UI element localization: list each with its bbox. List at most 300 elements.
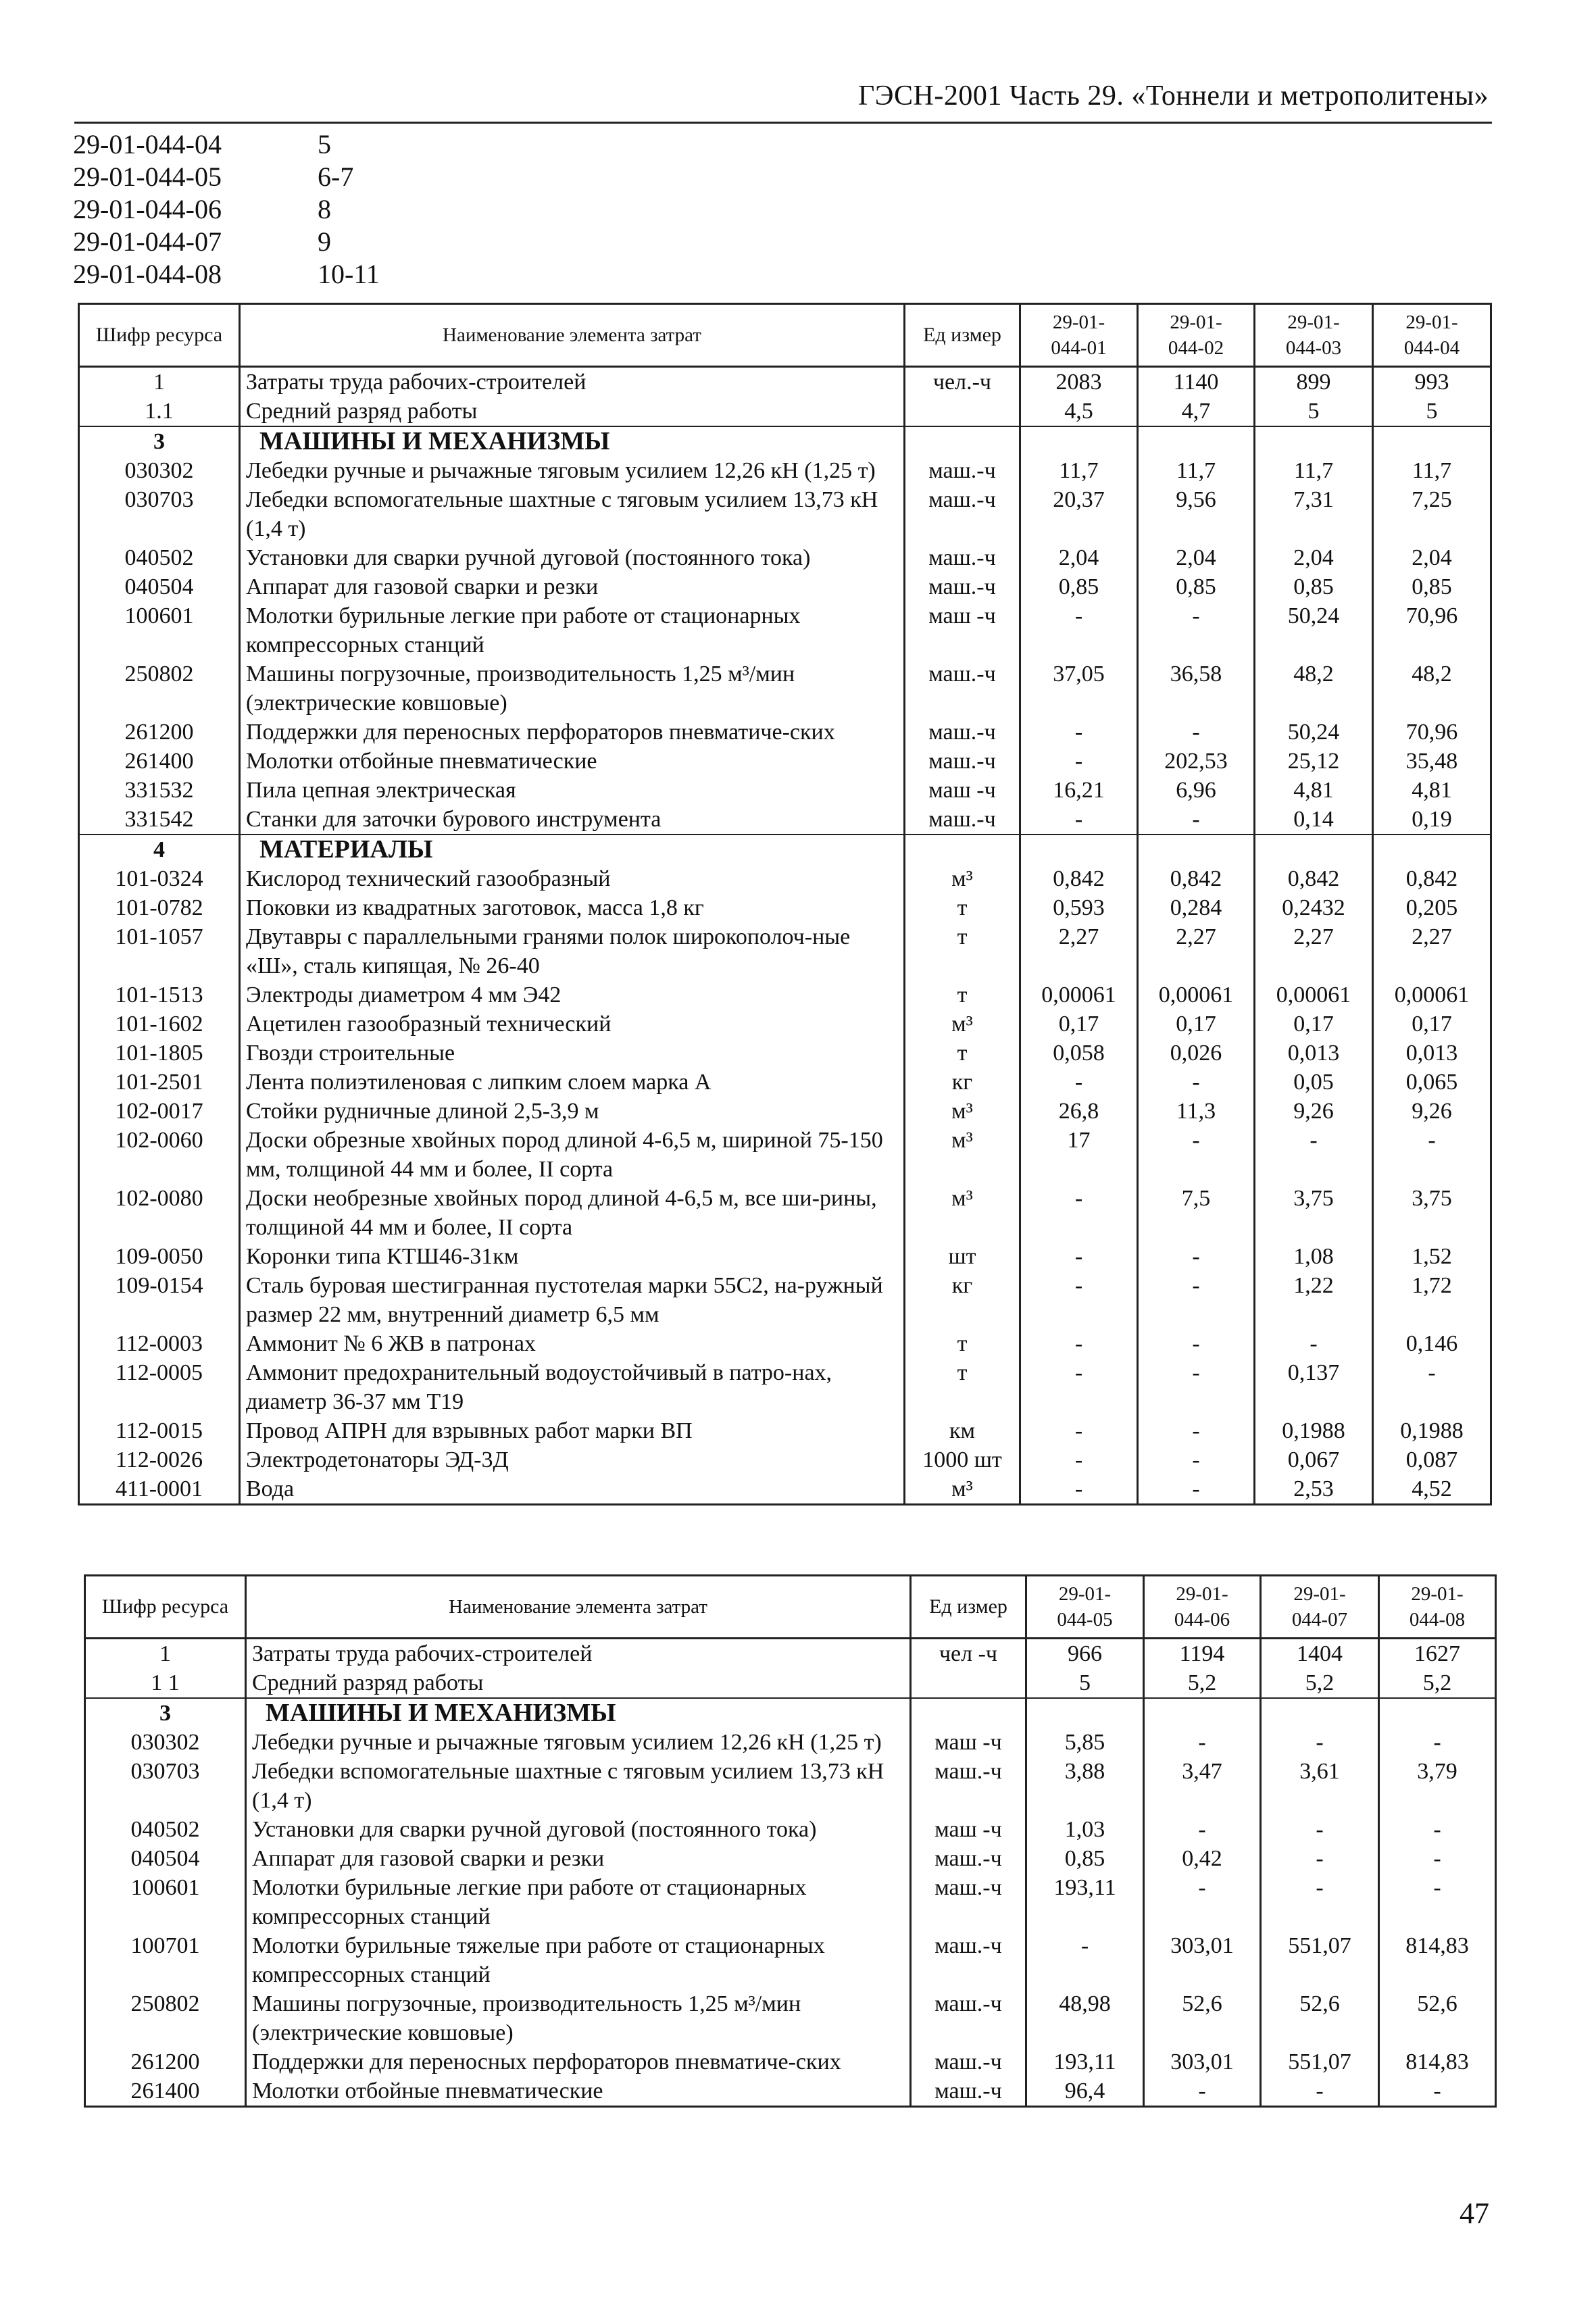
value-cell: - bbox=[1255, 1329, 1373, 1358]
value-cell: 0,137 bbox=[1255, 1358, 1373, 1416]
table-row bbox=[79, 864, 1491, 893]
resource-code: 112-0003 bbox=[79, 1329, 240, 1358]
value-cell: 0,842 bbox=[1255, 864, 1373, 893]
value-cell: 2,27 bbox=[1020, 922, 1138, 980]
value-cell: - bbox=[1379, 1728, 1496, 1757]
table-row bbox=[79, 805, 1491, 835]
cost-element-name: Молотки отбойные пневматические bbox=[246, 2076, 911, 2107]
value-cell: 0,17 bbox=[1373, 1010, 1491, 1039]
table-row bbox=[79, 367, 1491, 397]
value-cell: - bbox=[1138, 1416, 1255, 1445]
resource-code: 030703 bbox=[85, 1757, 246, 1815]
empty-cell bbox=[911, 1698, 1026, 1728]
value-cell: 11,7 bbox=[1138, 456, 1255, 485]
resource-code: 101-1805 bbox=[79, 1039, 240, 1068]
resource-code: 261400 bbox=[79, 747, 240, 776]
value-cell: 2,04 bbox=[1373, 543, 1491, 572]
cost-element-name: Вода bbox=[240, 1474, 905, 1505]
value-cell: 3,47 bbox=[1144, 1757, 1261, 1815]
value-cell: - bbox=[1138, 718, 1255, 747]
value-cell: - bbox=[1138, 1329, 1255, 1358]
empty-cell bbox=[1020, 835, 1138, 864]
value-cell: 1140 bbox=[1138, 367, 1255, 397]
resource-code: 4 bbox=[79, 835, 240, 864]
table-row bbox=[79, 776, 1491, 805]
resource-code: 102-0080 bbox=[79, 1184, 240, 1242]
value-cell: 5 bbox=[1373, 397, 1491, 426]
value-cell: 3,88 bbox=[1026, 1757, 1144, 1815]
unit-cell: м³ bbox=[905, 1010, 1020, 1039]
value-cell: - bbox=[1020, 1068, 1138, 1097]
table-row bbox=[79, 1184, 1491, 1242]
value-cell: 1,03 bbox=[1026, 1815, 1144, 1844]
resource-code: 040502 bbox=[85, 1815, 246, 1844]
table-row bbox=[85, 1757, 1496, 1815]
table-row bbox=[79, 1358, 1491, 1416]
table-row bbox=[79, 543, 1491, 572]
value-cell: - bbox=[1261, 1844, 1379, 1873]
cost-element-name: Аммонит предохранительный водоустойчивый в патро-нах, диаметр 36-37 мм Т19 bbox=[240, 1358, 905, 1416]
unit-cell: маш.-ч bbox=[905, 805, 1020, 835]
cost-element-name: Коронки типа КТШ46-31км bbox=[240, 1242, 905, 1271]
value-cell: - bbox=[1020, 1329, 1138, 1358]
value-cell: 1194 bbox=[1144, 1639, 1261, 1669]
resource-code: 102-0017 bbox=[79, 1097, 240, 1126]
unit-cell: чел.-ч bbox=[905, 367, 1020, 397]
cost-element-name: Ацетилен газообразный технический bbox=[240, 1010, 905, 1039]
value-cell: 3,79 bbox=[1379, 1757, 1496, 1815]
table-row bbox=[85, 1815, 1496, 1844]
value-cell: - bbox=[1020, 1445, 1138, 1474]
code-map-row bbox=[73, 161, 380, 193]
value-cell: 966 bbox=[1026, 1639, 1144, 1669]
table-row bbox=[85, 1873, 1496, 1931]
value-cell: 3,61 bbox=[1261, 1757, 1379, 1815]
unit-cell: т bbox=[905, 893, 1020, 922]
value-cell: 0,146 bbox=[1373, 1329, 1491, 1358]
resource-code: 100601 bbox=[85, 1873, 246, 1931]
empty-cell bbox=[1020, 426, 1138, 456]
value-cell: - bbox=[1379, 2076, 1496, 2107]
value-cell: 9,26 bbox=[1373, 1097, 1491, 1126]
value-cell: 899 bbox=[1255, 367, 1373, 397]
table-row bbox=[79, 601, 1491, 659]
code-map-code: 29-01-044-07 bbox=[73, 226, 222, 257]
code-map-code: 29-01-044-06 bbox=[73, 194, 222, 224]
table-row bbox=[79, 1242, 1491, 1271]
value-cell: 0,85 bbox=[1255, 572, 1373, 601]
resource-code: 1 bbox=[79, 367, 240, 397]
code-map-value: 6-7 bbox=[318, 161, 354, 192]
value-cell: 0,2432 bbox=[1255, 893, 1373, 922]
value-cell: 36,58 bbox=[1138, 659, 1255, 718]
resource-code: 100701 bbox=[85, 1931, 246, 1989]
value-cell: 1,22 bbox=[1255, 1271, 1373, 1329]
value-cell: 70,96 bbox=[1373, 601, 1491, 659]
value-cell: - bbox=[1138, 601, 1255, 659]
value-cell: 0,00061 bbox=[1138, 980, 1255, 1010]
resource-code: 331542 bbox=[79, 805, 240, 835]
header-rule bbox=[74, 122, 1492, 124]
table-row bbox=[85, 1668, 1496, 1698]
unit-cell bbox=[911, 1668, 1026, 1698]
value-cell: - bbox=[1020, 1416, 1138, 1445]
table-row bbox=[85, 2076, 1496, 2107]
table-row bbox=[85, 1931, 1496, 1989]
value-cell: 0,85 bbox=[1138, 572, 1255, 601]
value-cell: 0,013 bbox=[1255, 1039, 1373, 1068]
value-cell: 4,7 bbox=[1138, 397, 1255, 426]
value-cell: 0,842 bbox=[1373, 864, 1491, 893]
cost-element-name: Аппарат для газовой сварки и резки bbox=[246, 1844, 911, 1873]
value-cell: - bbox=[1020, 1242, 1138, 1271]
header-name: Наименование элемента затрат bbox=[240, 304, 905, 367]
value-cell: 0,19 bbox=[1373, 805, 1491, 835]
value-cell: 0,013 bbox=[1373, 1039, 1491, 1068]
table-row bbox=[79, 1010, 1491, 1039]
value-cell: 0,42 bbox=[1144, 1844, 1261, 1873]
cost-element-name: МАШИНЫ И МЕХАНИЗМЫ bbox=[246, 1698, 911, 1728]
resource-code: 250802 bbox=[85, 1989, 246, 2047]
value-cell: - bbox=[1261, 2076, 1379, 2107]
value-cell: 11,7 bbox=[1020, 456, 1138, 485]
unit-cell: м³ bbox=[905, 864, 1020, 893]
value-cell: 50,24 bbox=[1255, 601, 1373, 659]
unit-cell: маш.-ч bbox=[911, 1844, 1026, 1873]
value-cell: - bbox=[1020, 718, 1138, 747]
value-cell: 4,81 bbox=[1373, 776, 1491, 805]
table-body bbox=[85, 1639, 1496, 2107]
value-cell: - bbox=[1020, 601, 1138, 659]
value-cell: 4,52 bbox=[1373, 1474, 1491, 1505]
value-cell: 5,2 bbox=[1144, 1668, 1261, 1698]
header-code: Шифр ресурса bbox=[79, 304, 240, 367]
table-header-row bbox=[85, 1576, 1496, 1639]
value-cell: 2,27 bbox=[1255, 922, 1373, 980]
resource-code: 101-1602 bbox=[79, 1010, 240, 1039]
value-cell: - bbox=[1138, 1445, 1255, 1474]
value-cell: - bbox=[1138, 1068, 1255, 1097]
header-col-1: 29-01- 044-01 bbox=[1020, 304, 1138, 367]
value-cell: - bbox=[1261, 1728, 1379, 1757]
unit-cell: маш.-ч bbox=[905, 543, 1020, 572]
code-map-row bbox=[73, 193, 380, 226]
header-col-4: 29-01- 044-08 bbox=[1379, 1576, 1496, 1639]
header-col-1: 29-01- 044-05 bbox=[1026, 1576, 1144, 1639]
cost-table-1 bbox=[78, 303, 1492, 1505]
value-cell: - bbox=[1144, 1815, 1261, 1844]
empty-cell bbox=[905, 835, 1020, 864]
empty-cell bbox=[1138, 426, 1255, 456]
cost-element-name: Лебедки вспомогательные шахтные с тяговым усилием 13,73 кН (1,4 т) bbox=[246, 1757, 911, 1815]
value-cell: 48,2 bbox=[1373, 659, 1491, 718]
page-header-title: ГЭСН-2001 Часть 29. «Тоннели и метрополитены» bbox=[858, 80, 1489, 111]
cost-element-name: Сталь буровая шестигранная пустотелая марки 55С2, на-ружный размер 22 мм, внутренний диаметр 6,5 мм bbox=[240, 1271, 905, 1329]
header-col-3: 29-01- 044-03 bbox=[1255, 304, 1373, 367]
value-cell: 3,75 bbox=[1255, 1184, 1373, 1242]
unit-cell: маш.-ч bbox=[911, 2076, 1026, 2107]
header-code: Шифр ресурса bbox=[85, 1576, 246, 1639]
table-row bbox=[79, 980, 1491, 1010]
cost-element-name: Установки для сварки ручной дуговой (постоянного тока) bbox=[246, 1815, 911, 1844]
resource-code: 3 bbox=[79, 426, 240, 456]
unit-cell: т bbox=[905, 1329, 1020, 1358]
value-cell: 5,2 bbox=[1261, 1668, 1379, 1698]
value-cell: 1627 bbox=[1379, 1639, 1496, 1669]
table-row bbox=[79, 485, 1491, 543]
cost-element-name: Машины погрузочные, производительность 1,25 м³/мин (электрические ковшовые) bbox=[240, 659, 905, 718]
page-number: 47 bbox=[1460, 2197, 1489, 2230]
resource-code: 100601 bbox=[79, 601, 240, 659]
value-cell: 2,53 bbox=[1255, 1474, 1373, 1505]
header-unit: Ед измер bbox=[911, 1576, 1026, 1639]
cost-element-name: Молотки бурильные легкие при работе от стационарных компрессорных станций bbox=[240, 601, 905, 659]
code-map-row bbox=[73, 258, 380, 291]
empty-cell bbox=[1255, 835, 1373, 864]
value-cell: 0,17 bbox=[1255, 1010, 1373, 1039]
cost-element-name: Пила цепная электрическая bbox=[240, 776, 905, 805]
value-cell: 2,04 bbox=[1138, 543, 1255, 572]
value-cell: 0,17 bbox=[1138, 1010, 1255, 1039]
value-cell: 48,2 bbox=[1255, 659, 1373, 718]
resource-code: 331532 bbox=[79, 776, 240, 805]
cost-element-name: Молотки бурильные легкие при работе от стационарных компрессорных станций bbox=[246, 1873, 911, 1931]
value-cell: 52,6 bbox=[1144, 1989, 1261, 2047]
value-cell: 6,96 bbox=[1138, 776, 1255, 805]
value-cell: 11,7 bbox=[1255, 456, 1373, 485]
value-cell: 993 bbox=[1373, 367, 1491, 397]
value-cell: 37,05 bbox=[1020, 659, 1138, 718]
resource-code: 112-0005 bbox=[79, 1358, 240, 1416]
section-row bbox=[79, 426, 1491, 456]
value-cell: 26,8 bbox=[1020, 1097, 1138, 1126]
value-cell: 52,6 bbox=[1379, 1989, 1496, 2047]
section-row bbox=[85, 1698, 1496, 1728]
value-cell: 0,284 bbox=[1138, 893, 1255, 922]
code-map-value: 9 bbox=[318, 226, 331, 257]
cost-element-name: Лента полиэтиленовая с липким слоем марка А bbox=[240, 1068, 905, 1097]
unit-cell: маш.-ч bbox=[911, 1873, 1026, 1931]
unit-cell: чел -ч bbox=[911, 1639, 1026, 1669]
value-cell: 17 bbox=[1020, 1126, 1138, 1184]
table-row bbox=[79, 922, 1491, 980]
value-cell: 0,1988 bbox=[1373, 1416, 1491, 1445]
code-map-value: 10-11 bbox=[318, 259, 380, 289]
unit-cell: т bbox=[905, 1358, 1020, 1416]
table-row bbox=[79, 659, 1491, 718]
value-cell: 0,087 bbox=[1373, 1445, 1491, 1474]
value-cell: 11,7 bbox=[1373, 456, 1491, 485]
cost-element-name: Провод АПРН для взрывных работ марки ВП bbox=[240, 1416, 905, 1445]
resource-code: 101-0324 bbox=[79, 864, 240, 893]
unit-cell: маш.-ч bbox=[905, 718, 1020, 747]
table-row bbox=[79, 1126, 1491, 1184]
resource-code: 1 bbox=[85, 1639, 246, 1669]
header-col-4: 29-01- 044-04 bbox=[1373, 304, 1491, 367]
unit-cell: кг bbox=[905, 1271, 1020, 1329]
code-map-code: 29-01-044-04 bbox=[73, 129, 222, 159]
cost-element-name: Средний разряд работы bbox=[240, 397, 905, 426]
resource-code: 101-0782 bbox=[79, 893, 240, 922]
unit-cell: маш.-ч bbox=[911, 2047, 1026, 2076]
value-cell: 1,08 bbox=[1255, 1242, 1373, 1271]
value-cell: 7,25 bbox=[1373, 485, 1491, 543]
resource-code: 101-2501 bbox=[79, 1068, 240, 1097]
resource-code: 109-0050 bbox=[79, 1242, 240, 1271]
value-cell: 0,058 bbox=[1020, 1039, 1138, 1068]
unit-cell: кг bbox=[905, 1068, 1020, 1097]
code-mapping-list bbox=[73, 128, 380, 291]
unit-cell: м³ bbox=[905, 1184, 1020, 1242]
resource-code: 040504 bbox=[79, 572, 240, 601]
table-row bbox=[79, 1445, 1491, 1474]
table-body bbox=[79, 367, 1491, 1505]
code-map-row bbox=[73, 226, 380, 258]
value-cell: - bbox=[1138, 1242, 1255, 1271]
unit-cell: шт bbox=[905, 1242, 1020, 1271]
cost-element-name: Станки для заточки бурового инструмента bbox=[240, 805, 905, 835]
unit-cell: т bbox=[905, 922, 1020, 980]
cost-table-2 bbox=[84, 1574, 1497, 2108]
unit-cell: т bbox=[905, 1039, 1020, 1068]
resource-code: 102-0060 bbox=[79, 1126, 240, 1184]
value-cell: 0,14 bbox=[1255, 805, 1373, 835]
empty-cell bbox=[1373, 426, 1491, 456]
value-cell: 3,75 bbox=[1373, 1184, 1491, 1242]
table-row bbox=[79, 1039, 1491, 1068]
value-cell: 303,01 bbox=[1144, 1931, 1261, 1989]
cost-element-name: Аммонит № 6 ЖВ в патронах bbox=[240, 1329, 905, 1358]
value-cell: 48,98 bbox=[1026, 1989, 1144, 2047]
empty-cell bbox=[905, 426, 1020, 456]
table-row bbox=[79, 1271, 1491, 1329]
value-cell: 96,4 bbox=[1026, 2076, 1144, 2107]
value-cell: 16,21 bbox=[1020, 776, 1138, 805]
cost-element-name: Доски необрезные хвойных пород длиной 4-6,5 м, все ши-рины, толщиной 44 мм и более, II сорта bbox=[240, 1184, 905, 1242]
cost-element-name: Средний разряд работы bbox=[246, 1668, 911, 1698]
value-cell: - bbox=[1138, 1474, 1255, 1505]
resource-code: 112-0026 bbox=[79, 1445, 240, 1474]
value-cell: 1,52 bbox=[1373, 1242, 1491, 1271]
value-cell: 7,31 bbox=[1255, 485, 1373, 543]
value-cell: 25,12 bbox=[1255, 747, 1373, 776]
cost-element-name: Молотки отбойные пневматические bbox=[240, 747, 905, 776]
cost-element-name: Поддержки для переносных перфораторов пневматиче-ских bbox=[246, 2047, 911, 2076]
value-cell: 193,11 bbox=[1026, 1873, 1144, 1931]
resource-code: 030703 bbox=[79, 485, 240, 543]
cost-element-name: Затраты труда рабочих-строителей bbox=[246, 1639, 911, 1669]
table-row bbox=[79, 1474, 1491, 1505]
unit-cell: маш.-ч bbox=[905, 659, 1020, 718]
value-cell: - bbox=[1379, 1873, 1496, 1931]
unit-cell: м³ bbox=[905, 1474, 1020, 1505]
resource-code: 1 1 bbox=[85, 1668, 246, 1698]
section-row bbox=[79, 835, 1491, 864]
empty-cell bbox=[1026, 1698, 1144, 1728]
empty-cell bbox=[1255, 426, 1373, 456]
unit-cell: маш.-ч bbox=[905, 572, 1020, 601]
empty-cell bbox=[1261, 1698, 1379, 1728]
resource-code: 101-1057 bbox=[79, 922, 240, 980]
table-row bbox=[79, 456, 1491, 485]
value-cell: - bbox=[1138, 1271, 1255, 1329]
cost-element-name: Установки для сварки ручной дуговой (постоянного тока) bbox=[240, 543, 905, 572]
value-cell: - bbox=[1144, 1873, 1261, 1931]
header-name: Наименование элемента затрат bbox=[246, 1576, 911, 1639]
code-map-value: 5 bbox=[318, 129, 331, 159]
table-row bbox=[85, 1639, 1496, 1669]
header-col-3: 29-01- 044-07 bbox=[1261, 1576, 1379, 1639]
value-cell: - bbox=[1261, 1815, 1379, 1844]
cost-element-name: Стойки рудничные длиной 2,5-3,9 м bbox=[240, 1097, 905, 1126]
value-cell: - bbox=[1373, 1358, 1491, 1416]
unit-cell: маш.-ч bbox=[911, 1931, 1026, 1989]
resource-code: 411-0001 bbox=[79, 1474, 240, 1505]
value-cell: - bbox=[1020, 1474, 1138, 1505]
cost-element-name: Кислород технический газообразный bbox=[240, 864, 905, 893]
cost-element-name: МАТЕРИАЛЫ bbox=[240, 835, 905, 864]
value-cell: 814,83 bbox=[1379, 1931, 1496, 1989]
cost-element-name: Затраты труда рабочих-строителей bbox=[240, 367, 905, 397]
resource-code: 040504 bbox=[85, 1844, 246, 1873]
value-cell: 0,065 bbox=[1373, 1068, 1491, 1097]
table-row bbox=[79, 572, 1491, 601]
resource-code: 040502 bbox=[79, 543, 240, 572]
cost-element-name: Поковки из квадратных заготовок, масса 1,8 кг bbox=[240, 893, 905, 922]
empty-cell bbox=[1144, 1698, 1261, 1728]
value-cell: 551,07 bbox=[1261, 1931, 1379, 1989]
value-cell: 202,53 bbox=[1138, 747, 1255, 776]
value-cell: 2,04 bbox=[1020, 543, 1138, 572]
value-cell: - bbox=[1379, 1844, 1496, 1873]
value-cell: - bbox=[1144, 1728, 1261, 1757]
value-cell: 0,05 bbox=[1255, 1068, 1373, 1097]
value-cell: - bbox=[1373, 1126, 1491, 1184]
value-cell: 0,00061 bbox=[1020, 980, 1138, 1010]
table-row bbox=[79, 1329, 1491, 1358]
code-map-code: 29-01-044-05 bbox=[73, 161, 222, 192]
value-cell: 1,72 bbox=[1373, 1271, 1491, 1329]
unit-cell: маш -ч bbox=[911, 1728, 1026, 1757]
value-cell: 0,1988 bbox=[1255, 1416, 1373, 1445]
table-row bbox=[79, 747, 1491, 776]
value-cell: - bbox=[1261, 1873, 1379, 1931]
value-cell: - bbox=[1020, 1271, 1138, 1329]
cost-element-name: Лебедки ручные и рычажные тяговым усилием 12,26 кН (1,25 т) bbox=[240, 456, 905, 485]
value-cell: 551,07 bbox=[1261, 2047, 1379, 2076]
value-cell: 0,85 bbox=[1373, 572, 1491, 601]
value-cell: 20,37 bbox=[1020, 485, 1138, 543]
value-cell: 52,6 bbox=[1261, 1989, 1379, 2047]
value-cell: 5,85 bbox=[1026, 1728, 1144, 1757]
table-row bbox=[79, 718, 1491, 747]
value-cell: - bbox=[1020, 805, 1138, 835]
cost-element-name: Лебедки вспомогательные шахтные с тяговым усилием 13,73 кН (1,4 т) bbox=[240, 485, 905, 543]
cost-element-name: МАШИНЫ И МЕХАНИЗМЫ bbox=[240, 426, 905, 456]
empty-cell bbox=[1379, 1698, 1496, 1728]
unit-cell: 1000 шт bbox=[905, 1445, 1020, 1474]
value-cell: - bbox=[1020, 1184, 1138, 1242]
value-cell: 50,24 bbox=[1255, 718, 1373, 747]
unit-cell: т bbox=[905, 980, 1020, 1010]
value-cell: 0,842 bbox=[1020, 864, 1138, 893]
value-cell: 35,48 bbox=[1373, 747, 1491, 776]
value-cell: 1404 bbox=[1261, 1639, 1379, 1669]
value-cell: 2083 bbox=[1020, 367, 1138, 397]
table-row bbox=[85, 1728, 1496, 1757]
resource-code: 3 bbox=[85, 1698, 246, 1728]
resource-code: 261200 bbox=[79, 718, 240, 747]
